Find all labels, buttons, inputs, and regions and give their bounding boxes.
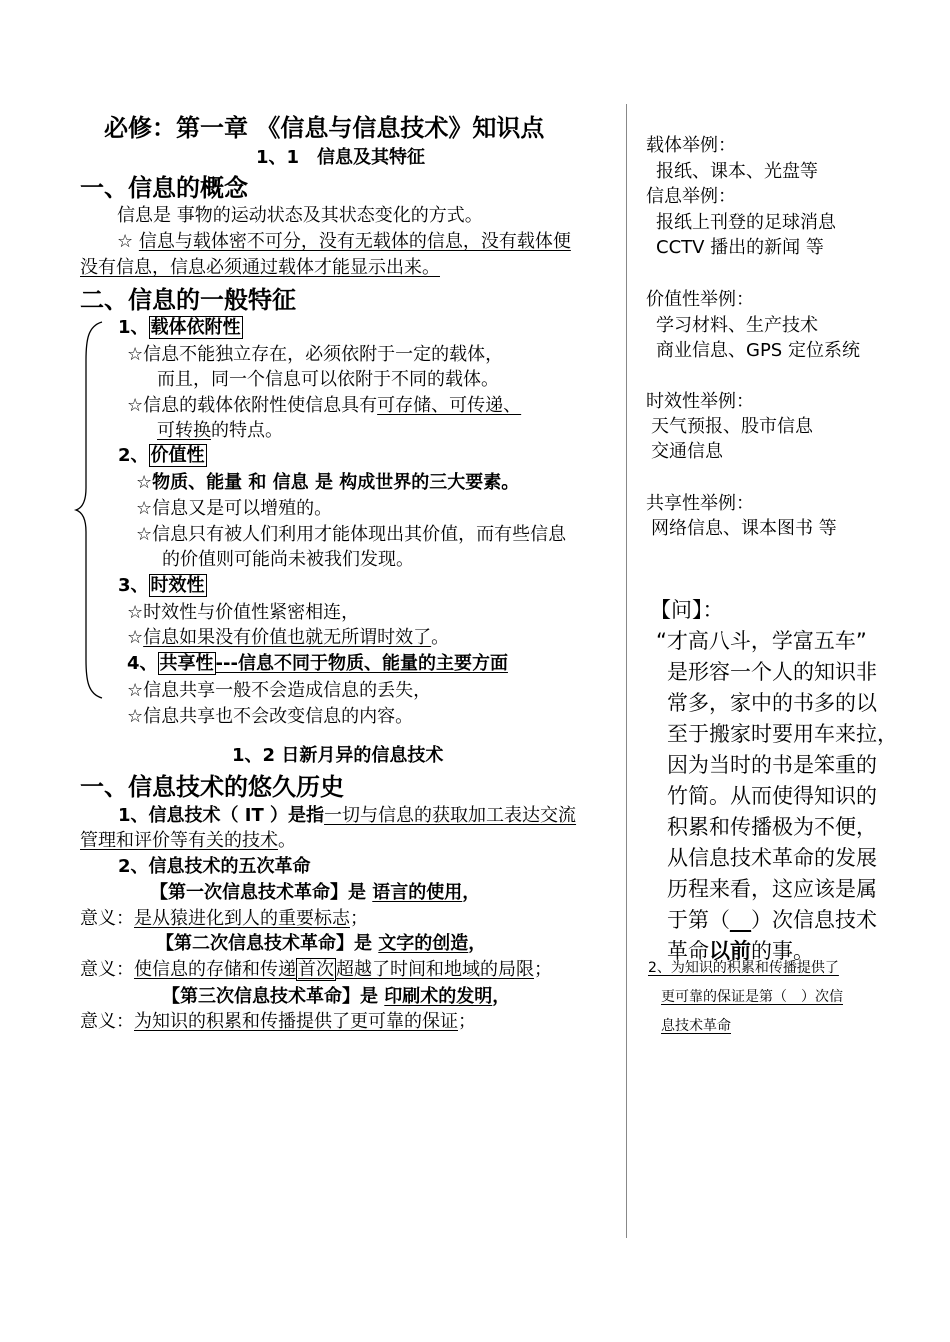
question-line-9: 历程来看，这应该是属: [667, 877, 877, 901]
feature-4-text-2: 信息共享也不会改变信息的内容。: [143, 706, 414, 727]
feature-3-text-1: 时效性与价值性紧密相连，: [143, 602, 360, 623]
sidebar-share-example: 网络信息、课本图书 等: [651, 518, 837, 539]
question-line-1: “才高八斗，学富五车”: [656, 629, 867, 653]
question-line-11-a: 革命: [667, 939, 709, 963]
meaning-label: 意义：: [80, 959, 134, 980]
revolution-3-heading: [162, 982, 510, 1008]
sidebar-value-label: 价值性举例：: [646, 289, 754, 310]
question-line-10-a: 于第（: [667, 908, 730, 932]
star-icon: ☆: [127, 706, 144, 727]
sidebar-time-example-1: 天气预报、股市信息: [651, 416, 813, 437]
revolution-2-meaning-text-b: 超越了时间和地域的局限: [336, 959, 534, 980]
star-icon: ☆: [117, 231, 134, 252]
question-line-11-bold: 以前: [709, 939, 751, 963]
feature-2-heading: [118, 441, 207, 467]
sidebar-time-label: 时效性举例：: [646, 391, 754, 412]
question-line-3: 常多，家中的书多的以: [667, 691, 877, 715]
it-definition-underlined-1: 一切与信息的获取加工表达交流: [324, 805, 577, 826]
sidebar-time-example-2: 交通信息: [651, 441, 723, 462]
revolution-2-meaning-text-a: 使信息的存储和传递: [134, 959, 296, 980]
feature-4-text-1: 信息共享一般不会造成信息的丢失，: [143, 680, 432, 701]
feature-3-star-1: [127, 598, 359, 624]
revolution-1-meaning-text: 是从猿进化到人的重要标志: [134, 908, 350, 929]
feature-2-star-2: [136, 494, 332, 520]
revolution-1-meaning: [80, 904, 368, 930]
question-label: 【问】：: [650, 598, 724, 622]
feature-3-text-2-end: 。: [431, 627, 450, 648]
star-icon: ☆: [127, 344, 144, 365]
revolution-2-label: 【第二次信息技术革命】是: [156, 933, 372, 954]
revolution-1-item: 语言的使用: [372, 882, 463, 903]
feature-1-heading: [118, 313, 243, 339]
sidebar-info-example-1: 报纸上刊登的足球消息: [656, 212, 836, 233]
feature-2-text-2: 信息又是可以增殖的。: [152, 498, 333, 519]
meaning-label: 意义：: [80, 1011, 134, 1032]
feature-4-name: 共享性: [159, 653, 214, 674]
question-line-2: 是形容一个人的知识非: [667, 660, 877, 684]
answer-blank[interactable]: __: [730, 908, 751, 932]
feature-1-line-2b: [157, 416, 283, 442]
revolution-3-end: ，: [492, 986, 511, 1007]
page-title: 必修：第一章 《信息与信息技术》知识点: [104, 114, 545, 142]
it-definition-line-1: [118, 801, 576, 827]
feature-4-star-1: [127, 676, 431, 702]
feature-3-heading: [118, 571, 207, 597]
heading-info-concept: 一、信息的概念: [80, 174, 248, 202]
feature-1-star-2: [127, 391, 521, 417]
revolution-1-label: 【第一次信息技术革命】是: [150, 882, 366, 903]
curly-brace: [72, 320, 106, 700]
question-line-7: 积累和传播极为不便，: [667, 815, 877, 839]
it-definition-line-2: [80, 826, 296, 852]
heading-it-history: 一、信息技术的悠久历史: [80, 773, 344, 801]
it-definition-underlined-2: 管理和评价等有关的技术: [80, 830, 278, 851]
sidebar-share-label: 共享性举例：: [646, 493, 754, 514]
star-icon: ☆: [136, 498, 153, 519]
feature-3-star-2: [127, 623, 449, 649]
it-definition-end: 。: [278, 830, 296, 851]
sidebar-info-example-2: CCTV 播出的新闻 等: [656, 237, 824, 258]
feature-1-number: 1、: [118, 317, 149, 338]
feature-1-text-2a-underlined: 可存储、可传递、: [377, 395, 522, 416]
question-line-10: [667, 905, 877, 936]
feature-1-star-1: [127, 340, 503, 366]
revolution-1-heading: [150, 878, 480, 904]
feature-1-text-2a: 信息的载体依附性使信息具有: [143, 395, 378, 416]
revolution-2-meaning-boxed: 首次: [298, 959, 334, 980]
question-line-5: 因为当时的书是笨重的: [667, 753, 877, 777]
feature-3-text-2: 信息如果没有价值也就无所谓时效了: [143, 627, 432, 648]
feature-1-text-2b: 的特点。: [211, 420, 283, 441]
revolution-2-item: 文字的创造: [378, 933, 469, 954]
revolution-3-label: 【第三次信息技术革命】是: [162, 986, 378, 1007]
feature-2-star-3: [136, 520, 566, 546]
sidebar-carrier-example: 报纸、课本、光盘等: [656, 161, 818, 182]
concept-star-line-2: 没有信息，信息必须通过载体才能显示出来。: [80, 257, 440, 278]
revolution-3-meaning: [80, 1007, 476, 1033]
concept-definition: 信息是 事物的运动状态及其状态变化的方式。: [117, 205, 483, 226]
feature-2-number: 2、: [118, 445, 149, 466]
sidebar-carrier-label: 载体举例：: [646, 135, 736, 156]
feature-2-text-3a: 信息只有被人们利用才能体现出其价值，而有些信息: [152, 524, 567, 545]
feature-2-text-3b: 的价值则可能尚未被我们发现。: [162, 549, 414, 570]
feature-4-heading: [127, 649, 508, 675]
revolution-2-end: ，: [468, 933, 487, 954]
feature-1-text-1a: 信息不能独立存在，必须依附于一定的载体，: [143, 344, 504, 365]
star-icon: ☆: [127, 395, 144, 416]
revolution-2-meaning: [80, 955, 552, 981]
revolution-2-heading: [156, 929, 486, 955]
question-2-line-1: 2、为知识的积累和传播提供了: [648, 960, 839, 976]
revolution-3-meaning-text: 为知识的积累和传播提供了更可靠的保证: [134, 1011, 458, 1032]
feature-2-star-1: [136, 468, 519, 494]
question-line-11-c: 的事。: [751, 939, 814, 963]
question-line-6: 竹简。从而使得知识的: [667, 784, 877, 808]
feature-4-star-2: [127, 702, 413, 728]
question-2-line-2: 更可靠的保证是第（ ）次信: [661, 989, 843, 1005]
it-definition-prefix: 1、信息技术（ IT ）是指: [118, 805, 325, 826]
feature-4-rest: ---信息不同于物质、能量的主要方面: [215, 653, 508, 674]
feature-3-number: 3、: [118, 575, 149, 596]
feature-1-name: 载体依附性: [150, 317, 241, 338]
question-line-4: 至于搬家时要用车来拉，: [667, 722, 898, 746]
section-heading-1-2: 1、2 日新月异的信息技术: [232, 745, 444, 766]
question-line-8: 从信息技术革命的发展: [667, 846, 877, 870]
question-line-10-b: ）次信息技术: [751, 908, 877, 932]
star-icon: ☆: [127, 680, 144, 701]
revolution-3-meaning-end: ；: [458, 1011, 476, 1032]
feature-3-name: 时效性: [150, 575, 205, 596]
star-icon: ☆: [136, 472, 153, 493]
question-2-line-3: 息技术革命: [661, 1018, 731, 1034]
sidebar-info-label: 信息举例：: [646, 186, 736, 207]
concept-star-text-1: 信息与载体密不可分，没有无载体的信息，没有载体便: [138, 231, 571, 252]
star-icon: ☆: [136, 524, 153, 545]
feature-4-number: 4、: [127, 653, 158, 674]
five-revolutions-heading: 2、信息技术的五次革命: [118, 856, 311, 877]
sidebar-value-example-1: 学习材料、生产技术: [656, 315, 818, 336]
revolution-1-end: ，: [462, 882, 481, 903]
heading-info-features: 二、信息的一般特征: [80, 286, 296, 314]
star-icon: ☆: [127, 627, 144, 648]
revolution-1-meaning-end: ；: [350, 908, 368, 929]
star-icon: ☆: [127, 602, 144, 623]
concept-star-line-1: [117, 227, 571, 253]
revolution-2-meaning-end: ；: [534, 959, 552, 980]
feature-1-text-2b-underlined: 可转换: [157, 420, 211, 441]
feature-2-name: 价值性: [150, 445, 205, 466]
feature-1-text-1b: 而且，同一个信息可以依附于不同的载体。: [157, 369, 499, 390]
section-heading-1-1: 1、1 信息及其特征: [256, 147, 426, 168]
sidebar-value-example-2: 商业信息、GPS 定位系统: [656, 340, 860, 361]
revolution-3-item: 印刷术的发明: [384, 986, 493, 1007]
column-divider: [626, 104, 627, 1238]
feature-2-text-1: 物质、能量 和 信息 是 构成世界的三大要素。: [152, 472, 520, 493]
meaning-label: 意义：: [80, 908, 134, 929]
